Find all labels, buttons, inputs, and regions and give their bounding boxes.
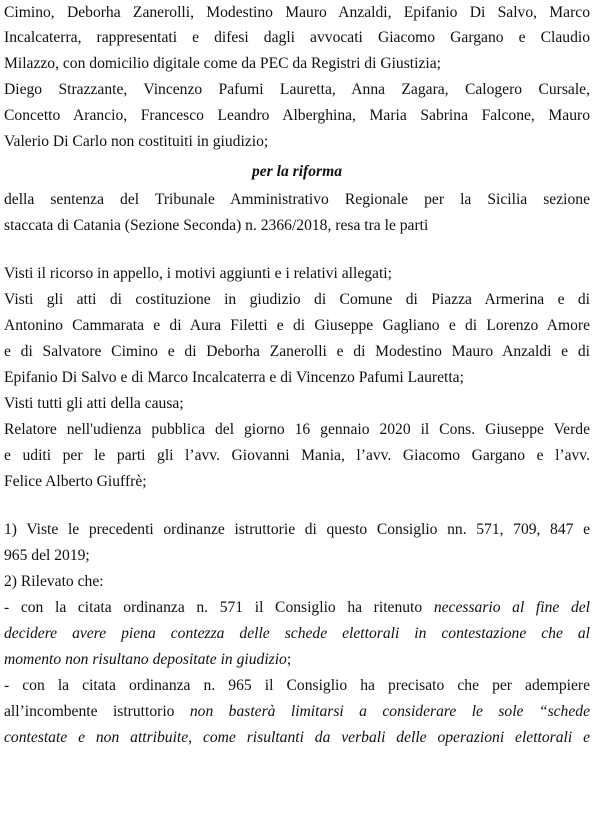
text-line: 965 del 2019; bbox=[4, 547, 90, 564]
text-line: momento non risultano depositate in giudizio; bbox=[4, 651, 292, 668]
text-line: contestate e non attribuite, come risultanti da verbali delle operazioni elettorali e bbox=[4, 729, 590, 746]
text-line: Relatore nell'udienza pubblica del giorno 16 gennaio 2020 il Cons. Giuseppe Verde bbox=[4, 421, 590, 438]
text-line: Antonino Cammarata e di Aura Filetti e di Giuseppe Gagliano e di Lorenzo Amore bbox=[4, 317, 590, 334]
text-line: Incalcaterra, rappresentati e difesi dagli avvocati Giacomo Gargano e Claudio bbox=[4, 29, 590, 46]
text-line: Concetto Arancio, Francesco Leandro Alberghina, Maria Sabrina Falcone, Mauro bbox=[4, 107, 590, 124]
text-line: staccata di Catania (Sezione Seconda) n. 2366/2018, resa tra le parti bbox=[4, 217, 429, 234]
text-line: Milazzo, con domicilio digitale come da PEC da Registri di Giustizia; bbox=[4, 55, 441, 72]
text-line: Visti tutti gli atti della causa; bbox=[4, 395, 184, 412]
text-line: all’incombente istruttorio non basterà limitarsi a considerare le sole “schede bbox=[4, 703, 590, 720]
text-line: Valerio Di Carlo non costituiti in giudizio; bbox=[4, 133, 269, 150]
text-line: 2) Rilevato che: bbox=[4, 573, 104, 590]
text-line: - con la citata ordinanza n. 571 il Consiglio ha ritenuto necessario al fine del bbox=[4, 599, 590, 616]
section-heading: per la riforma bbox=[251, 163, 343, 180]
text-line: e uditi per le parti gli l’avv. Giovanni Mania, l’avv. Giacomo Gargano e l’avv. bbox=[4, 447, 590, 464]
text-line: della sentenza del Tribunale Amministrativo Regionale per la Sicilia sezione bbox=[4, 191, 590, 208]
text-line: - con la citata ordinanza n. 965 il Consiglio ha precisato che per adempiere bbox=[4, 677, 590, 694]
text-line: Cimino, Deborha Zanerolli, Modestino Mauro Anzaldi, Epifanio Di Salvo, Marco bbox=[4, 4, 590, 21]
text-line: 1) Viste le precedenti ordinanze istruttorie di questo Consiglio nn. 571, 709, 847 e bbox=[4, 521, 590, 538]
text-line: Visti gli atti di costituzione in giudizio di Comune di Piazza Armerina e di bbox=[4, 291, 590, 308]
text-line: Visti il ricorso in appello, i motivi aggiunti e i relativi allegati; bbox=[4, 265, 392, 282]
text-line: Diego Strazzante, Vincenzo Pafumi Lauretta, Anna Zagara, Calogero Cursale, bbox=[4, 81, 590, 98]
text-line: Felice Alberto Giuffrè; bbox=[4, 473, 147, 490]
text-line: Epifanio Di Salvo e di Marco Incalcaterra e di Vincenzo Pafumi Lauretta; bbox=[4, 369, 464, 386]
text-line: e di Salvatore Cimino e di Deborha Zanerolli e di Modestino Mauro Anzaldi e di bbox=[4, 343, 590, 360]
text-line: decidere avere piena contezza delle schede elettorali in contestazione che al bbox=[4, 625, 590, 642]
